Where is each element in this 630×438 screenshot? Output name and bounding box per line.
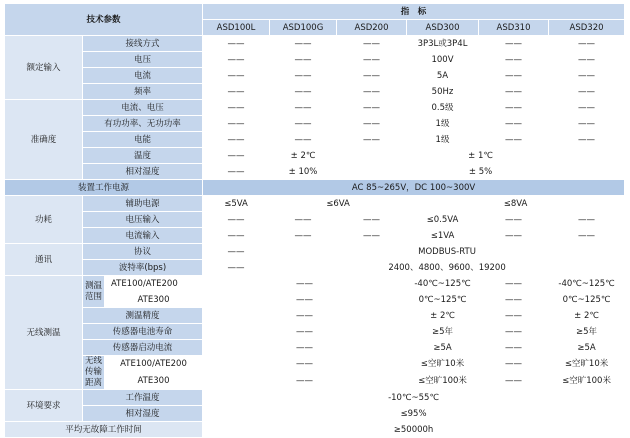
dash-cell: —— (479, 84, 549, 100)
row-label: 相对湿度 (83, 406, 203, 422)
value-cell: ≤95% (203, 406, 625, 422)
value-cell: 0℃~125℃ (407, 292, 479, 308)
model-asd100g: ASD100G (270, 20, 337, 36)
table-row (5, 68, 625, 84)
value-cell: -10℃~55℃ (203, 390, 625, 406)
dash-cell: —— (479, 68, 549, 84)
dash-cell: —— (479, 324, 549, 340)
table-row (5, 276, 625, 292)
dash-cell: —— (549, 100, 625, 116)
row-label: 测温精度 (83, 308, 203, 324)
dash-cell: —— (203, 68, 270, 84)
value-cell: ≥5A (407, 340, 479, 356)
value-cell: ± 5% (337, 164, 625, 180)
dash-cell: —— (203, 340, 407, 356)
row-label: 电压 (83, 52, 203, 68)
dash-cell: —— (337, 100, 407, 116)
row-label: ATE300 (105, 292, 203, 308)
rated-input-label: 额定输入 (5, 36, 83, 100)
table-row (5, 84, 625, 100)
model-asd200: ASD200 (337, 20, 407, 36)
value-cell: ± 10% (270, 164, 337, 180)
dash-cell: —— (203, 212, 270, 228)
row-label: 协议 (83, 244, 203, 260)
dash-cell: —— (549, 68, 625, 84)
value-cell: ≤0.5VA (407, 212, 479, 228)
value-cell: ≤1VA (407, 228, 479, 244)
value-cell: ≤空旷100米 (549, 373, 625, 390)
table-row (5, 52, 625, 68)
row-label: 电流、电压 (83, 100, 203, 116)
dash-cell: —— (549, 84, 625, 100)
model-asd310: ASD310 (479, 20, 549, 36)
dash-cell: —— (479, 373, 549, 390)
value-cell: 5A (407, 68, 479, 84)
dash-cell: —— (479, 36, 549, 52)
dash-cell: —— (203, 148, 270, 164)
dash-cell: —— (203, 84, 270, 100)
dash-cell: —— (270, 132, 337, 148)
dash-cell: —— (479, 340, 549, 356)
model-asd100l: ASD100L (203, 20, 270, 36)
table-row (5, 260, 625, 276)
row-label: ATE300 (105, 373, 203, 390)
row-label: 传感器电池寿命 (83, 324, 203, 340)
table-row (5, 406, 625, 422)
dash-cell: —— (203, 132, 270, 148)
model-asd300: ASD300 (407, 20, 479, 36)
dash-cell: —— (203, 244, 270, 260)
dash-cell: —— (549, 228, 625, 244)
row-label: 辅助电源 (83, 196, 203, 212)
table-row (5, 308, 625, 324)
dash-cell: —— (203, 260, 270, 276)
value-cell: 1级 (407, 116, 479, 132)
dash-cell: —— (479, 100, 549, 116)
dash-cell: —— (203, 36, 270, 52)
dash-cell: —— (549, 116, 625, 132)
row-label: 频率 (83, 84, 203, 100)
value-cell: ≤8VA (407, 196, 625, 212)
dash-cell: —— (479, 356, 549, 373)
table-row (5, 324, 625, 340)
table-row (5, 196, 625, 212)
dash-cell: —— (337, 68, 407, 84)
dash-cell: —— (337, 36, 407, 52)
row-label: ATE100/ATE200 (105, 276, 203, 292)
value-cell: ≤空旷100米 (407, 373, 479, 390)
value-cell: 100V (407, 52, 479, 68)
table-row (5, 212, 625, 228)
table-row (5, 132, 625, 148)
row-label: 有功功率、无功功率 (83, 116, 203, 132)
dash-cell: —— (337, 116, 407, 132)
dash-cell: —— (203, 100, 270, 116)
dash-cell: —— (479, 308, 549, 324)
row-label: 电流输入 (83, 228, 203, 244)
dash-cell: —— (270, 68, 337, 84)
row-label: ATE100/ATE200 (105, 356, 203, 373)
value-cell: ≥5A (549, 340, 625, 356)
param-header: 技术参数 (5, 4, 203, 36)
power-supply-label: 装置工作电源 (5, 180, 203, 196)
comm-label: 通讯 (5, 244, 83, 276)
table-row (5, 164, 625, 180)
value-cell: ≤5VA (203, 196, 270, 212)
row-label: 传感器启动电流 (83, 340, 203, 356)
value-cell: 3P3L或3P4L (407, 36, 479, 52)
environment-label: 环境要求 (5, 390, 83, 422)
dash-cell: —— (203, 228, 270, 244)
dash-cell: —— (203, 116, 270, 132)
value-cell: ± 2℃ (549, 308, 625, 324)
dash-cell: —— (270, 52, 337, 68)
dash-cell: —— (270, 228, 337, 244)
dash-cell: —— (203, 308, 407, 324)
table-row (5, 340, 625, 356)
dash-cell: —— (203, 324, 407, 340)
value-cell: ± 2℃ (270, 148, 337, 164)
accuracy-label: 准确度 (5, 100, 83, 180)
row-label: 相对湿度 (83, 164, 203, 180)
value-cell: MODBUS-RTU (270, 244, 625, 260)
dash-cell: —— (479, 292, 549, 308)
distance-sublabel: 无线传输距离 (83, 356, 105, 390)
dash-cell: —— (337, 212, 407, 228)
mtbf-label: 平均无故障工作时间 (5, 422, 203, 438)
mtbf-value: ≥50000h (203, 422, 625, 438)
dash-cell: —— (549, 132, 625, 148)
table-row (5, 228, 625, 244)
dash-cell: —— (479, 132, 549, 148)
spec-table (4, 3, 625, 438)
table-row (5, 116, 625, 132)
model-asd320: ASD320 (549, 20, 625, 36)
table-row (5, 422, 625, 438)
power-supply-value: AC 85~265V，DC 100~300V (203, 180, 625, 196)
dash-cell: —— (337, 84, 407, 100)
dash-cell: —— (549, 36, 625, 52)
value-cell: ± 1℃ (337, 148, 625, 164)
dash-cell: —— (479, 116, 549, 132)
dash-cell: —— (337, 228, 407, 244)
value-cell: ≤6VA (270, 196, 407, 212)
dash-cell: —— (479, 52, 549, 68)
row-label: 工作温度 (83, 390, 203, 406)
row-label: 电流 (83, 68, 203, 84)
dash-cell: —— (549, 52, 625, 68)
value-cell: ≥5年 (549, 324, 625, 340)
value-cell: ≤空旷10米 (549, 356, 625, 373)
row-label: 温度 (83, 148, 203, 164)
value-cell: -40℃~125℃ (549, 276, 625, 292)
value-cell: 50Hz (407, 84, 479, 100)
header-row (5, 4, 625, 20)
dash-cell: —— (203, 292, 407, 308)
table-row (5, 36, 625, 52)
table-row (5, 356, 625, 373)
value-cell: ≤空旷10米 (407, 356, 479, 373)
dash-cell: —— (337, 52, 407, 68)
table-row (5, 390, 625, 406)
row-label: 接线方式 (83, 36, 203, 52)
table-row (5, 148, 625, 164)
dash-cell: —— (337, 132, 407, 148)
value-cell: 0℃~125℃ (549, 292, 625, 308)
range-sublabel: 测温范围 (83, 276, 105, 308)
value-cell: 0.5级 (407, 100, 479, 116)
value-cell: 1级 (407, 132, 479, 148)
dash-cell: —— (479, 276, 549, 292)
dash-cell: —— (270, 100, 337, 116)
dash-cell: —— (270, 116, 337, 132)
value-cell: ≥5年 (407, 324, 479, 340)
consumption-label: 功耗 (5, 196, 83, 244)
dash-cell: —— (203, 164, 270, 180)
table-row (5, 100, 625, 116)
dash-cell: —— (479, 228, 549, 244)
dash-cell: —— (270, 84, 337, 100)
index-header: 指 标 (203, 4, 625, 20)
wireless-label: 无线测温 (5, 276, 83, 390)
row-label: 电能 (83, 132, 203, 148)
value-cell: -40℃~125℃ (407, 276, 479, 292)
row-label: 波特率(bps) (83, 260, 203, 276)
dash-cell: —— (549, 212, 625, 228)
table-row (5, 244, 625, 260)
dash-cell: —— (270, 212, 337, 228)
power-supply-row (5, 180, 625, 196)
value-cell: ± 2℃ (407, 308, 479, 324)
dash-cell: —— (203, 276, 407, 292)
value-cell: 2400、4800、9600、19200 (270, 260, 625, 276)
dash-cell: —— (203, 356, 407, 373)
dash-cell: —— (270, 36, 337, 52)
dash-cell: —— (203, 52, 270, 68)
row-label: 电压输入 (83, 212, 203, 228)
dash-cell: —— (479, 212, 549, 228)
dash-cell: —— (203, 373, 407, 390)
